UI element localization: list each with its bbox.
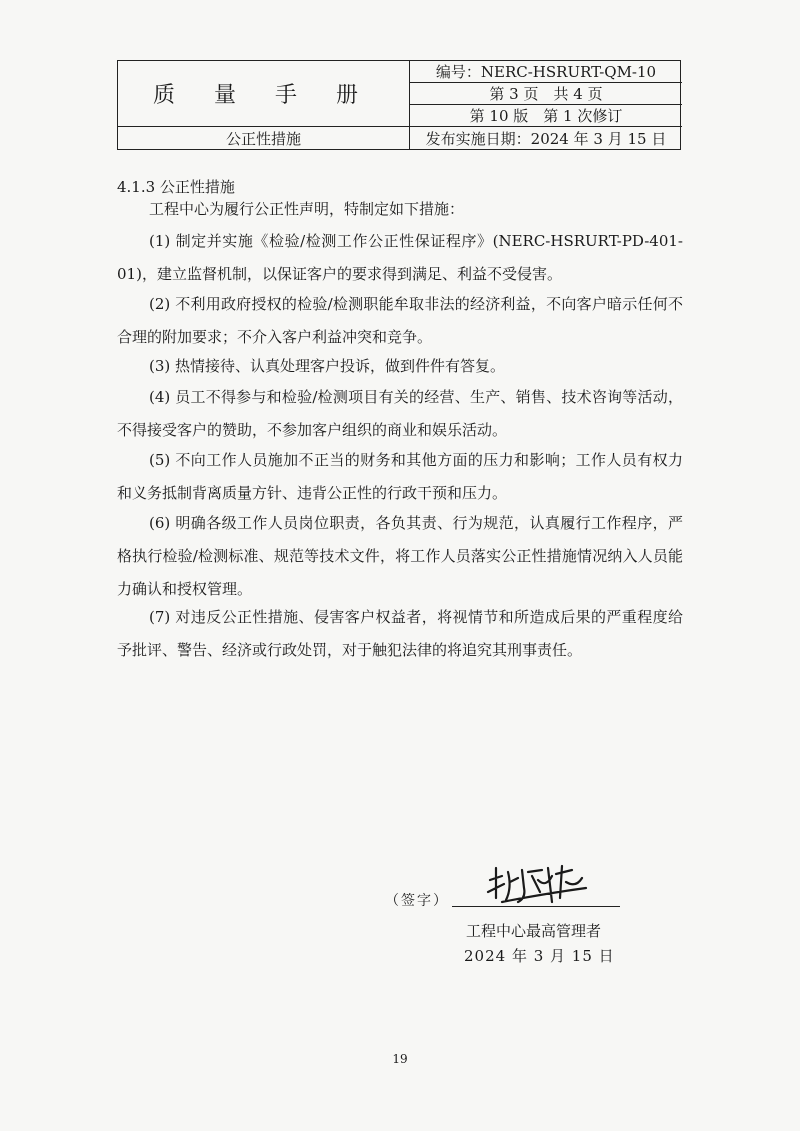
paragraph-1: (1) 制定并实施《检验/检测工作公正性保证程序》(NERC-HSRURT-PD-401-01)，建立监督机制，以保证客户的要求得到满足、利益不受侵害。 [117, 232, 683, 283]
revision: 第 10 版 第 1 次修订 [410, 105, 682, 127]
manual-title: 质 量 手 册 [118, 61, 410, 127]
handwritten-signature [482, 858, 592, 908]
paragraph-3: (3) 热情接待、认真处理客户投诉，做到件件有答复。 [149, 357, 506, 375]
paragraph-7: (7) 对违反公正性措施、侵害客户权益者，将视情节和所造成后果的严重程度给予批评、警告、经济或行政处罚，对于触犯法律的将追究其刑事责任。 [117, 608, 683, 659]
paragraph-intro: 工程中心为履行公正性声明，特制定如下措施： [149, 200, 465, 218]
signer-role: 工程中心最高管理者 [466, 922, 602, 940]
page-number: 19 [392, 1052, 408, 1066]
section-heading: 4.1.3 公正性措施 [117, 178, 235, 196]
signature-date: 2024 年 3 月 15 日 [464, 947, 615, 965]
signature-label: （签字） [385, 893, 449, 909]
section-name: 公正性措施 [118, 127, 410, 149]
paragraph-2: (2) 不利用政府授权的检验/检测职能牟取非法的经济利益，不向客户暗示任何不合理的附加要求；不介入客户利益冲突和竞争。 [117, 295, 683, 346]
paragraph-6: (6) 明确各级工作人员岗位职责，各负其责、行为规范，认真履行工作程序，严格执行检验/检测标准、规范等技术文件，将工作人员落实公正性措施情况纳入人员能力确认和授权管理。 [117, 514, 683, 598]
issue-date: 发布实施日期：2024 年 3 月 15 日 [425, 129, 667, 148]
signature-line [452, 906, 620, 907]
doc-number: 编号：NERC-HSRURT-QM-10 [410, 61, 682, 83]
paragraph-4: (4) 员工不得参与和检验/检测项目有关的经营、生产、销售、技术咨询等活动，不得接受客户的赞助，不参加客户组织的商业和娱乐活动。 [117, 388, 683, 439]
header-table [117, 60, 681, 150]
page-count: 第 3 页 共 4 页 [410, 83, 682, 105]
paragraph-5: (5) 不向工作人员施加不正当的财务和其他方面的压力和影响；工作人员有权力和义务抵制背离质量方针、违背公正性的行政干预和压力。 [117, 451, 683, 502]
